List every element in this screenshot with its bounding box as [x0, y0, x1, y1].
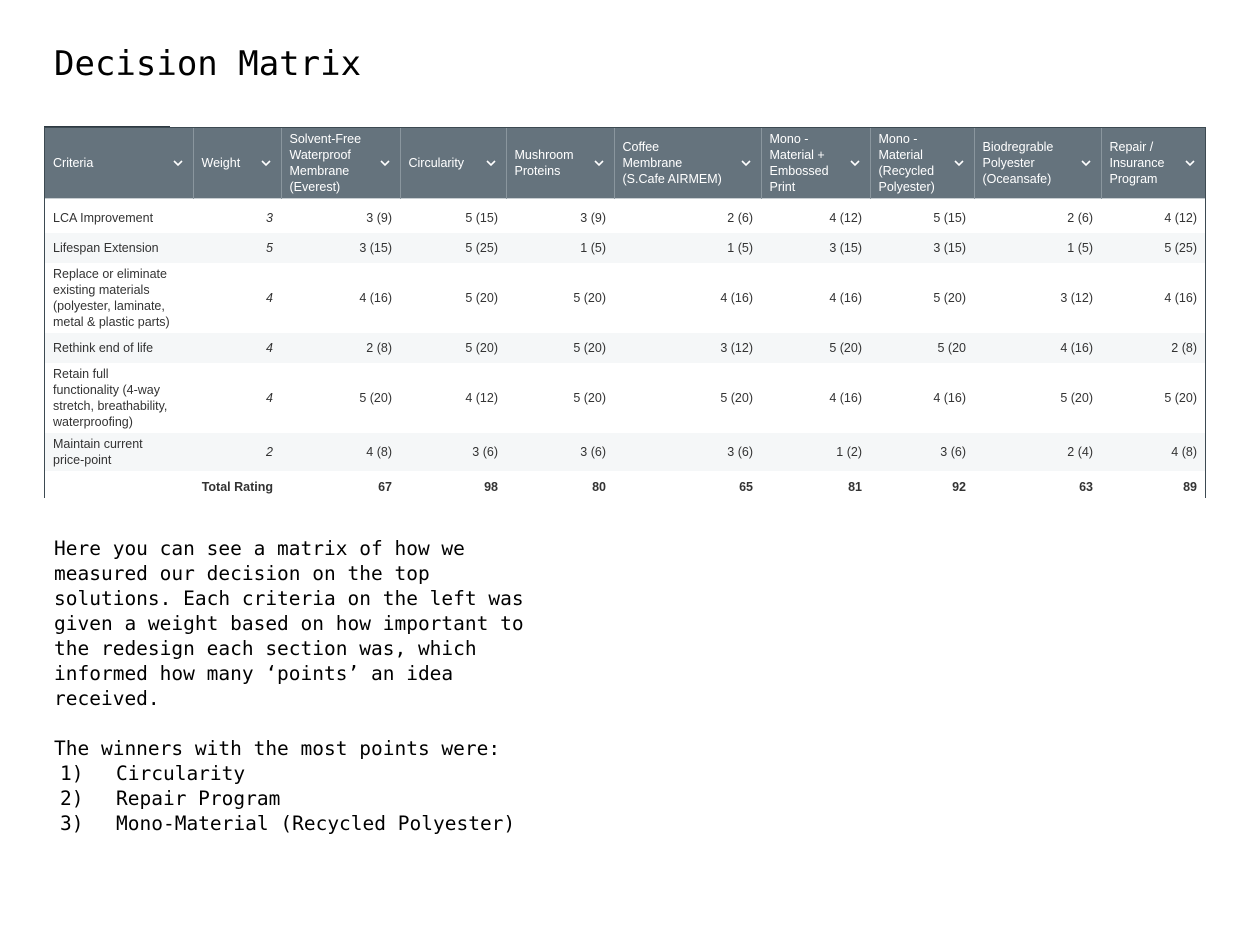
score-cell: 3 (12) [1060, 291, 1093, 305]
column-header-option-5[interactable] [761, 128, 870, 199]
table-row [45, 203, 1205, 233]
score-cell: 2 (8) [281, 333, 400, 363]
header-line: Material [878, 148, 923, 162]
header-line: Program [1109, 172, 1158, 186]
score-cell: 3 (6) [614, 433, 761, 471]
list-label: Circularity [116, 762, 246, 785]
criteria-cell [45, 233, 193, 263]
list-label: Mono-Material (Recycled Polyester) [116, 812, 516, 835]
score-cell: 2 (4) [974, 433, 1101, 471]
score-cell: 3 (15) [281, 233, 400, 263]
criteria-line: Retain full [53, 367, 109, 381]
total-value: 89 [1101, 471, 1205, 503]
column-header-label [879, 131, 948, 195]
score-cell: 4 (8) [281, 433, 400, 471]
column-header-label [290, 131, 374, 195]
score-cell: 5 (15) [465, 211, 498, 225]
weight-cell: 2 [193, 433, 281, 471]
description-line: received. [54, 687, 160, 710]
header-line: Polyester) [878, 180, 935, 194]
chevron-down-icon[interactable] [378, 156, 392, 170]
header-line: Embossed [769, 164, 829, 178]
score-cell: 4 (16) [829, 291, 862, 305]
column-header-option-2[interactable] [400, 128, 506, 199]
description-line: Here you can see a matrix of how we [54, 537, 465, 560]
score-cell: 2 (8) [1101, 333, 1205, 363]
description-line: measured our decision on the top [54, 562, 430, 585]
list-number: 2) [60, 787, 84, 810]
column-header-option-4[interactable] [614, 128, 761, 199]
score-cell: 5 (15) [933, 211, 966, 225]
column-header-label [983, 139, 1075, 187]
score-cell: 3 (9) [366, 211, 392, 225]
criteria-line: stretch, breathability, [53, 399, 168, 413]
criteria-line: Rethink end of life [53, 341, 154, 355]
chevron-down-icon[interactable] [952, 156, 966, 170]
description-line: given a weight based on how important to [54, 612, 524, 635]
score-cell: 4 (16) [1164, 291, 1197, 305]
chevron-down-icon[interactable] [484, 156, 498, 170]
header-line: Material + [769, 148, 825, 162]
criteria-line: Lifespan Extension [53, 241, 159, 255]
criteria-line: price-point [53, 453, 112, 467]
list-item [54, 761, 614, 786]
score-cell: 4 (16) [829, 391, 862, 405]
column-header-label [1110, 139, 1180, 187]
score-cell: 5 (20) [573, 391, 606, 405]
score-cell: 4 (12) [829, 211, 862, 225]
score-cell: 1 (2) [761, 433, 870, 471]
criteria-cell [45, 333, 193, 363]
criteria-line: existing materials [53, 283, 150, 297]
header-line: (Recycled [878, 164, 935, 178]
score-cell: 5 (20) [1164, 391, 1197, 405]
score-cell: 5 (20) [1060, 391, 1093, 405]
chevron-down-icon[interactable] [739, 156, 753, 170]
score-cell: 3 (6) [506, 433, 614, 471]
weight-cell: 4 [193, 333, 281, 363]
total-value: 80 [506, 471, 614, 503]
criteria-line: (polyester, laminate, [53, 299, 165, 313]
chevron-down-icon[interactable] [171, 156, 185, 170]
score-cell: 5 (20 [870, 333, 974, 363]
score-cell: 1 (5) [614, 233, 761, 263]
score-cell: 4 (12) [1164, 211, 1197, 225]
score-cell: 4 (12) [465, 391, 498, 405]
column-header-option-1[interactable] [281, 128, 400, 199]
criteria-line: waterproofing) [53, 415, 133, 429]
total-value: 81 [761, 471, 870, 503]
criteria-line: functionality (4-way [53, 383, 160, 397]
column-header-label [515, 147, 588, 179]
column-header-label [623, 139, 735, 187]
column-header-criteria[interactable] [45, 128, 193, 199]
score-cell: 3 (12) [614, 333, 761, 363]
header-row [45, 128, 1205, 199]
header-line: Solvent-Free [289, 132, 362, 146]
winners-title: The winners with the most points were: [54, 737, 501, 760]
column-header-label: Criteria [53, 156, 94, 170]
weight-cell: 5 [193, 233, 281, 263]
table-row [45, 363, 1205, 433]
criteria-line: metal & plastic parts) [53, 315, 170, 329]
score-cell: 4 (16) [974, 333, 1101, 363]
chevron-down-icon[interactable] [259, 156, 273, 170]
weight-cell: 4 [266, 391, 273, 405]
table-row [45, 263, 1205, 333]
score-cell: 3 (9) [580, 211, 606, 225]
total-label: Total Rating [193, 471, 281, 503]
score-cell: 1 (5) [974, 233, 1101, 263]
column-header-option-6[interactable] [870, 128, 974, 199]
chevron-down-icon[interactable] [592, 156, 606, 170]
table-row [45, 233, 1205, 263]
column-header-option-7[interactable] [974, 128, 1101, 199]
score-cell: 5 (20) [573, 291, 606, 305]
chevron-down-icon[interactable] [1183, 156, 1197, 170]
score-cell: 5 (20) [359, 391, 392, 405]
description-line: solutions. Each criteria on the left was [54, 587, 524, 610]
total-value: 65 [614, 471, 761, 503]
description-paragraph [54, 536, 614, 711]
score-cell: 5 (20) [506, 333, 614, 363]
weight-cell: 3 [266, 211, 273, 225]
score-cell: 4 (16) [933, 391, 966, 405]
criteria-line: Maintain current [53, 437, 143, 451]
column-header-label [409, 155, 480, 171]
page-title: Decision Matrix [54, 44, 362, 84]
empty-cell [45, 471, 193, 503]
column-header-label: Weight [201, 156, 241, 170]
column-header-weight[interactable] [193, 128, 281, 199]
score-cell: 2 (6) [727, 211, 753, 225]
matrix-grid [45, 128, 1205, 503]
score-cell: 3 (6) [400, 433, 506, 471]
score-cell: 5 (20) [400, 333, 506, 363]
matrix-body [45, 199, 1205, 504]
table-row [45, 433, 1205, 471]
description-line: the redesign each section was, which [54, 637, 477, 660]
score-cell: 4 (16) [720, 291, 753, 305]
description-block [54, 536, 614, 836]
criteria-cell [45, 433, 193, 471]
list-item [54, 786, 614, 811]
criteria-line: LCA Improvement [53, 211, 154, 225]
description-line: informed how many ‘points’ an idea [54, 662, 454, 685]
header-line: Biodregrable [982, 140, 1054, 154]
total-value: 63 [974, 471, 1101, 503]
header-line: Membrane [622, 156, 683, 170]
list-item [54, 811, 614, 836]
list-label: Repair Program [116, 787, 281, 810]
score-cell: 3 (15) [761, 233, 870, 263]
list-number: 1) [60, 762, 84, 785]
total-value: 67 [281, 471, 400, 503]
score-cell: 2 (6) [1067, 211, 1093, 225]
table-row [45, 333, 1205, 363]
column-header-option-3[interactable] [506, 128, 614, 199]
header-line: (Everest) [289, 180, 341, 194]
chevron-down-icon[interactable] [1079, 156, 1093, 170]
score-cell: 4 (8) [1101, 433, 1205, 471]
header-line: Proteins [514, 164, 561, 178]
criteria-cell [45, 263, 193, 333]
header-line: Repair / [1109, 140, 1154, 154]
total-value: 98 [400, 471, 506, 503]
header-line: Insurance [1109, 156, 1165, 170]
header-line: Mono - [878, 132, 918, 146]
score-cell: 5 (20) [761, 333, 870, 363]
score-cell: 5 (20) [465, 291, 498, 305]
score-cell: 1 (5) [506, 233, 614, 263]
header-line: (Oceansafe) [982, 172, 1052, 186]
header-line: Coffee [622, 140, 660, 154]
criteria-cell [45, 363, 193, 433]
list-number: 3) [60, 812, 84, 835]
score-cell: 5 (20) [720, 391, 753, 405]
header-line: Waterproof [289, 148, 351, 162]
decision-matrix-table [44, 127, 1206, 498]
header-line: (S.Cafe AIRMEM) [622, 172, 722, 186]
score-cell: 3 (6) [870, 433, 974, 471]
score-cell: 5 (25) [400, 233, 506, 263]
criteria-cell [45, 203, 193, 233]
score-cell: 4 (16) [359, 291, 392, 305]
header-line: Polyester [982, 156, 1035, 170]
header-line: Membrane [289, 164, 350, 178]
header-line: Mushroom [514, 148, 574, 162]
total-row [45, 471, 1205, 503]
column-header-option-8[interactable] [1101, 128, 1205, 199]
winners-list [54, 761, 614, 836]
weight-cell: 4 [266, 291, 273, 305]
chevron-down-icon[interactable] [848, 156, 862, 170]
criteria-line: Replace or eliminate [53, 267, 167, 281]
header-line: Print [769, 180, 796, 194]
column-header-label [770, 131, 844, 195]
header-line: Circularity [408, 156, 465, 170]
score-cell: 5 (25) [1101, 233, 1205, 263]
total-value: 92 [870, 471, 974, 503]
score-cell: 3 (15) [870, 233, 974, 263]
header-line: Mono - [769, 132, 809, 146]
score-cell: 5 (20) [933, 291, 966, 305]
